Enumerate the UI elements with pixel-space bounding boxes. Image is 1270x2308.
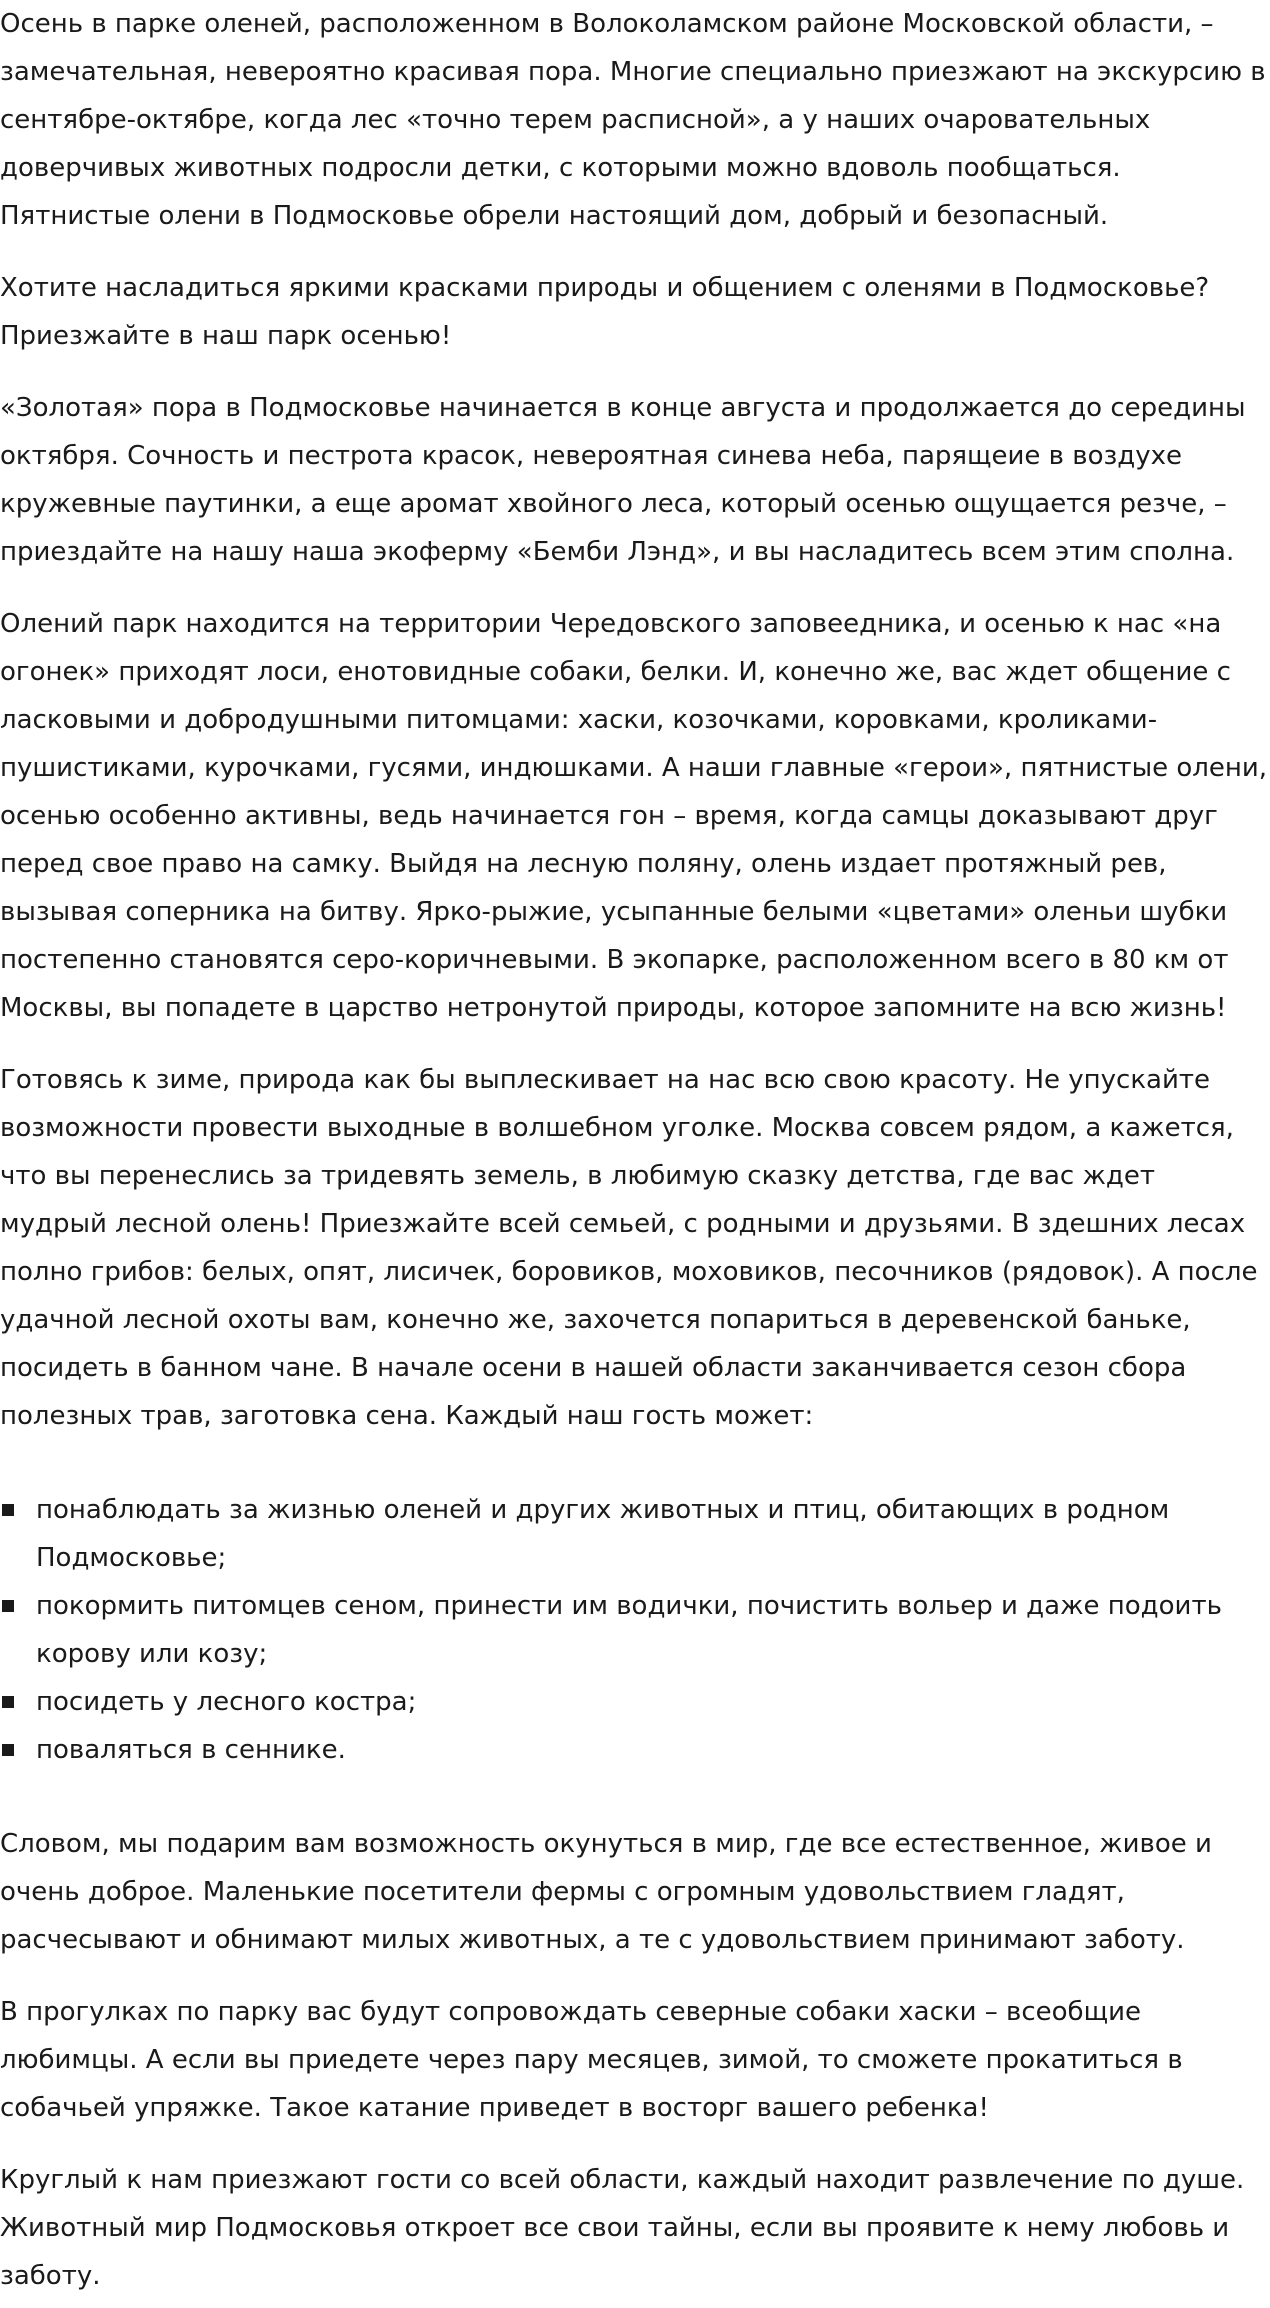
article-paragraph: Осень в парке оленей, расположенном в Волоколамском районе Московской области, – замечательная, невероятно красивая пора. Многие специально приезжают на экскурсию в сентябре-октябре, когда лес «точно терем расписной», а у наших очаровательных доверчивых животных подросли детки, с которыми можно вдоволь пообщаться. Пятнистые олени в Подмосковье обрели настоящий дом, добрый и безопасный. <box>0 9 1266 231</box>
list-item <box>0 1486 1268 1582</box>
list-item-text: посидеть у лесного костра; <box>36 1687 417 1717</box>
square-bullet-icon <box>2 1744 14 1756</box>
list-item-text: покормить питомцев сеном, принести им водички, почистить вольер и даже подоить корову или козу; <box>36 1591 1222 1669</box>
list-item <box>0 1582 1268 1678</box>
square-bullet-icon <box>2 1504 14 1516</box>
article-paragraph: Олений парк находится на территории Чередовского заповеедника, и осенью к нас «на огонек» приходят лоси, енотовидные собаки, белки. И, конечно же, вас ждет общение с ласковыми и добродушными питомцами: хаски, козочками, коровками, кроликами-пушистиками, курочками, гусями, индюшками. А наши главные «герои», пятнистые олени, осенью особенно активны, ведь начинается гон – время, когда самцы доказывают друг перед свое право на самку. Выйдя на лесную поляну, олень издает протяжный рев, вызывая соперника на битву. Ярко-рыжие, усыпанные белыми «цветами» оленьи шубки постепенно становятся серо-коричневыми. В экопарке, расположенном всего в 80 км от Москвы, вы попадете в царство нетронутой природы, которое запомните на всю жизнь! <box>0 609 1268 1023</box>
activities-list <box>0 1486 1268 1774</box>
article-paragraph: В прогулках по парку вас будут сопровождать северные собаки хаски – всеобщие любимцы. А если вы приедете через пару месяцев, зимой, то сможете прокатиться в собачьей упряжке. Такое катание приведет в восторг вашего ребенка! <box>0 1997 1183 2123</box>
list-item-text: поваляться в сеннике. <box>36 1735 346 1765</box>
list-item <box>0 1726 1268 1774</box>
article-paragraph: «Золотая» пора в Подмосковье начинается в конце августа и продолжается до середины октября. Сочность и пестрота красок, невероятная синева неба, парящеие в воздухе кружевные паутинки, а еще аромат хвойного леса, который осенью ощущается резче, – приездайте на нашу наша экоферму «Бемби Лэнд», и вы насладитесь всем этим сполна. <box>0 393 1246 567</box>
list-item-text: понаблюдать за жизнью оленей и других животных и птиц, обитающих в родном Подмосковье; <box>36 1495 1170 1573</box>
article-paragraph: Круглый к нам приезжают гости со всей области, каждый находит развлечение по душе. Животный мир Подмосковья откроет все свои тайны, если вы проявите к нему любовь и заботу. <box>0 2165 1245 2291</box>
article-paragraph: Готовясь к зиме, природа как бы выплескивает на нас всю свою красоту. Не упускайте возможности провести выходные в волшебном уголке. Москва совсем рядом, а кажется, что вы перенеслись за тридевять земель, в любимую сказку детства, где вас ждет мудрый лесной олень! Приезжайте всей семьей, с родными и друзьями. В здешних лесах полно грибов: белых, опят, лисичек, боровиков, моховиков, песочников (рядовок). А после удачной лесной охоты вам, конечно же, захочется попариться в деревенской баньке, посидеть в банном чане. В начале осени в нашей области заканчивается сезон сбора полезных трав, заготовка сена. Каждый наш гость может: <box>0 1065 1258 1431</box>
article-paragraph: Словом, мы подарим вам возможность окунуться в мир, где все естественное, живое и очень доброе. Маленькие посетители фермы с огромным удовольствием гладят, расчесывают и обнимают милых животных, а те с удовольствием принимают заботу. <box>0 1829 1212 1955</box>
list-item <box>0 1678 1268 1726</box>
article-paragraph: Хотите насладиться яркими красками природы и общением с оленями в Подмосковье? Приезжайте в наш парк осенью! <box>0 273 1210 351</box>
square-bullet-icon <box>2 1696 14 1708</box>
square-bullet-icon <box>2 1600 14 1612</box>
